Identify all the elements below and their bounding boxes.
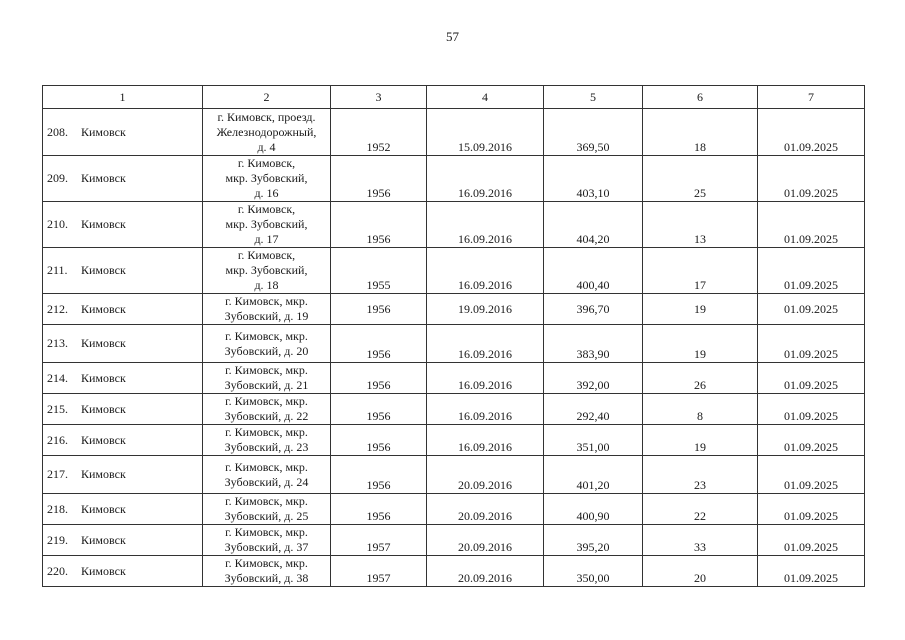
- row-count-cell: 26: [643, 363, 758, 394]
- row-count-cell: 19: [643, 325, 758, 363]
- table-row: [43, 294, 865, 325]
- row-number: 216.: [47, 432, 68, 447]
- table-row: [43, 456, 865, 494]
- row-number: 218.: [47, 501, 68, 516]
- row-city-cell: [43, 363, 203, 394]
- row-city-cell: [43, 425, 203, 456]
- row-date-cell: 16.09.2016: [427, 425, 544, 456]
- row-count-cell: 8: [643, 394, 758, 425]
- address-line: Зубовский, д. 23: [224, 440, 309, 454]
- address-line: г. Кимовск, мкр.: [225, 556, 308, 570]
- address-line: г. Кимовск, мкр.: [225, 294, 308, 308]
- address-line: г. Кимовск,: [237, 156, 296, 170]
- column-header-7: 7: [758, 86, 865, 109]
- row-area-cell: 392,00: [544, 363, 643, 394]
- row-count-cell: 25: [643, 156, 758, 202]
- row-city: Кимовск: [81, 171, 126, 185]
- row-year-cell: 1956: [331, 394, 427, 425]
- row-deadline-cell: 01.09.2025: [758, 525, 865, 556]
- table-row: [43, 425, 865, 456]
- row-year-cell: 1956: [331, 363, 427, 394]
- table-row: [43, 325, 865, 363]
- address-line: мкр. Зубовский,: [225, 263, 308, 277]
- row-number: 220.: [47, 563, 68, 578]
- row-area-cell: 396,70: [544, 294, 643, 325]
- row-city-cell: [43, 109, 203, 156]
- address-line: г. Кимовск, мкр.: [225, 459, 308, 474]
- row-city-cell: [43, 525, 203, 556]
- row-count-cell: 22: [643, 494, 758, 525]
- address-line: г. Кимовск, мкр.: [225, 525, 308, 539]
- address-line: Зубовский, д. 21: [224, 378, 309, 392]
- row-deadline-cell: 01.09.2025: [758, 494, 865, 525]
- address-line: г. Кимовск,: [237, 248, 296, 262]
- row-number: 214.: [47, 370, 68, 385]
- row-city-cell: [43, 156, 203, 202]
- row-year-cell: 1956: [331, 202, 427, 248]
- address-line: д. 16: [254, 186, 279, 200]
- row-address-cell: [203, 248, 331, 294]
- row-date-cell: 20.09.2016: [427, 525, 544, 556]
- row-area-cell: 292,40: [544, 394, 643, 425]
- row-number: 219.: [47, 532, 68, 547]
- row-deadline-cell: 01.09.2025: [758, 202, 865, 248]
- address-line: Зубовский, д. 19: [224, 309, 309, 323]
- row-address-cell: [203, 556, 331, 587]
- column-number-row: [43, 86, 865, 109]
- row-date-cell: 16.09.2016: [427, 202, 544, 248]
- address-line: г. Кимовск, мкр.: [225, 494, 308, 508]
- row-address-cell: [203, 425, 331, 456]
- table-row: [43, 202, 865, 248]
- column-header-2: 2: [203, 86, 331, 109]
- row-city: Кимовск: [81, 370, 126, 385]
- row-count-cell: 33: [643, 525, 758, 556]
- row-city-cell: [43, 202, 203, 248]
- row-city: Кимовск: [81, 532, 126, 547]
- row-area-cell: 403,10: [544, 156, 643, 202]
- address-line: Зубовский, д. 20: [224, 343, 309, 358]
- table-row: [43, 525, 865, 556]
- row-count-cell: 20: [643, 556, 758, 587]
- row-deadline-cell: 01.09.2025: [758, 456, 865, 494]
- row-year-cell: 1956: [331, 456, 427, 494]
- address-line: мкр. Зубовский,: [225, 217, 308, 231]
- row-date-cell: 20.09.2016: [427, 556, 544, 587]
- row-year-cell: 1952: [331, 109, 427, 156]
- row-year-cell: 1956: [331, 325, 427, 363]
- row-area-cell: 404,20: [544, 202, 643, 248]
- row-city-cell: [43, 494, 203, 525]
- row-number: 210.: [47, 217, 68, 231]
- address-line: г. Кимовск, проезд.: [217, 109, 316, 124]
- row-city: Кимовск: [81, 563, 126, 578]
- address-line: г. Кимовск,: [237, 202, 296, 216]
- address-line: Зубовский, д. 24: [224, 474, 309, 489]
- row-count-cell: 19: [643, 425, 758, 456]
- table-row: [43, 109, 865, 156]
- row-address-cell: [203, 494, 331, 525]
- address-line: Зубовский, д. 22: [224, 409, 309, 423]
- row-address-cell: [203, 325, 331, 363]
- row-deadline-cell: 01.09.2025: [758, 394, 865, 425]
- row-city-cell: [43, 248, 203, 294]
- column-header-5: 5: [544, 86, 643, 109]
- row-city-cell: [43, 325, 203, 363]
- row-number: 212.: [47, 301, 68, 316]
- row-date-cell: 15.09.2016: [427, 109, 544, 156]
- row-number: 211.: [47, 263, 68, 277]
- row-date-cell: 16.09.2016: [427, 248, 544, 294]
- row-count-cell: 13: [643, 202, 758, 248]
- address-line: г. Кимовск, мкр.: [225, 363, 308, 377]
- table-row: [43, 494, 865, 525]
- row-area-cell: 395,20: [544, 525, 643, 556]
- table-row: [43, 556, 865, 587]
- row-count-cell: 18: [643, 109, 758, 156]
- row-address-cell: [203, 294, 331, 325]
- address-line: Зубовский, д. 38: [224, 571, 309, 585]
- column-header-1: 1: [43, 86, 203, 109]
- row-number: 215.: [47, 401, 68, 416]
- row-address-cell: [203, 394, 331, 425]
- row-date-cell: 20.09.2016: [427, 494, 544, 525]
- row-city: Кимовск: [81, 432, 126, 447]
- table-body: [43, 109, 865, 587]
- row-year-cell: 1956: [331, 294, 427, 325]
- address-line: мкр. Зубовский,: [225, 171, 308, 185]
- row-address-cell: [203, 456, 331, 494]
- row-date-cell: 16.09.2016: [427, 394, 544, 425]
- row-city: Кимовск: [81, 336, 126, 350]
- row-year-cell: 1956: [331, 156, 427, 202]
- row-area-cell: 350,00: [544, 556, 643, 587]
- row-deadline-cell: 01.09.2025: [758, 325, 865, 363]
- row-address-cell: [203, 156, 331, 202]
- row-number: 213.: [47, 336, 68, 350]
- row-area-cell: 369,50: [544, 109, 643, 156]
- row-date-cell: 19.09.2016: [427, 294, 544, 325]
- row-city: Кимовск: [81, 301, 126, 316]
- address-line: д. 18: [254, 278, 279, 292]
- row-deadline-cell: 01.09.2025: [758, 294, 865, 325]
- row-year-cell: 1957: [331, 525, 427, 556]
- address-line: д. 17: [254, 232, 279, 246]
- housing-registry-table: [42, 85, 865, 587]
- row-address-cell: [203, 525, 331, 556]
- page-number: 57: [446, 29, 459, 44]
- address-line: г. Кимовск, мкр.: [225, 394, 308, 408]
- row-city: Кимовск: [81, 467, 126, 481]
- row-deadline-cell: 01.09.2025: [758, 363, 865, 394]
- table-row: [43, 156, 865, 202]
- column-header-6: 6: [643, 86, 758, 109]
- row-area-cell: 401,20: [544, 456, 643, 494]
- row-count-cell: 19: [643, 294, 758, 325]
- row-city-cell: [43, 394, 203, 425]
- row-city: Кимовск: [81, 501, 126, 516]
- row-address-cell: [203, 109, 331, 156]
- table-row: [43, 363, 865, 394]
- row-number: 217.: [47, 467, 68, 481]
- row-city-cell: [43, 456, 203, 494]
- row-area-cell: 400,40: [544, 248, 643, 294]
- row-date-cell: 16.09.2016: [427, 325, 544, 363]
- row-date-cell: 16.09.2016: [427, 156, 544, 202]
- row-date-cell: 16.09.2016: [427, 363, 544, 394]
- row-city: Кимовск: [81, 124, 126, 139]
- table-row: [43, 394, 865, 425]
- row-year-cell: 1955: [331, 248, 427, 294]
- row-count-cell: 17: [643, 248, 758, 294]
- row-number: 208.: [47, 124, 68, 139]
- row-year-cell: 1957: [331, 556, 427, 587]
- row-area-cell: 351,00: [544, 425, 643, 456]
- row-deadline-cell: 01.09.2025: [758, 425, 865, 456]
- row-date-cell: 20.09.2016: [427, 456, 544, 494]
- address-line: г. Кимовск, мкр.: [225, 425, 308, 439]
- address-line: Зубовский, д. 25: [224, 509, 309, 523]
- row-address-cell: [203, 202, 331, 248]
- column-header-3: 3: [331, 86, 427, 109]
- address-line: Железнодорожный,: [216, 124, 317, 139]
- column-header-4: 4: [427, 86, 544, 109]
- address-line: д. 4: [257, 139, 276, 154]
- row-deadline-cell: 01.09.2025: [758, 156, 865, 202]
- row-deadline-cell: 01.09.2025: [758, 556, 865, 587]
- row-city: Кимовск: [81, 263, 126, 277]
- row-city-cell: [43, 556, 203, 587]
- table-row: [43, 248, 865, 294]
- row-city: Кимовск: [81, 217, 126, 231]
- row-count-cell: 23: [643, 456, 758, 494]
- row-area-cell: 383,90: [544, 325, 643, 363]
- row-deadline-cell: 01.09.2025: [758, 109, 865, 156]
- row-year-cell: 1956: [331, 494, 427, 525]
- row-number: 209.: [47, 171, 68, 185]
- row-deadline-cell: 01.09.2025: [758, 248, 865, 294]
- row-area-cell: 400,90: [544, 494, 643, 525]
- row-city-cell: [43, 294, 203, 325]
- address-line: Зубовский, д. 37: [224, 540, 309, 554]
- row-city: Кимовск: [81, 401, 126, 416]
- row-address-cell: [203, 363, 331, 394]
- address-line: г. Кимовск, мкр.: [225, 328, 308, 343]
- row-year-cell: 1956: [331, 425, 427, 456]
